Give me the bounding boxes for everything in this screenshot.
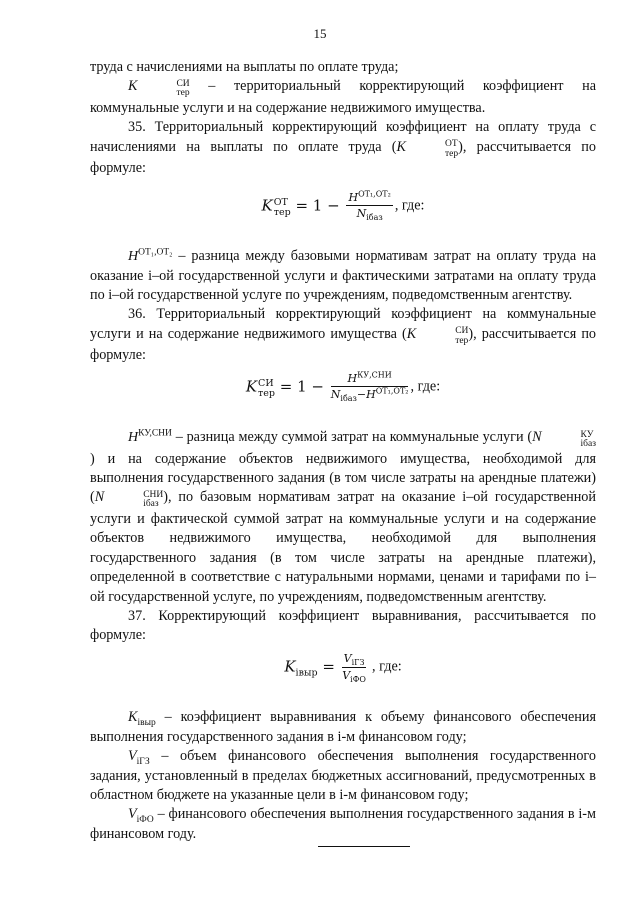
formula-denominator-sub: iФО — [350, 674, 366, 684]
page-number: 15 — [313, 26, 327, 41]
definition-text: – финансового обеспечения выполнения государственного задания в i-м финансовом году. — [90, 806, 596, 842]
formula-denominator-n: N — [356, 207, 367, 221]
formula-fraction — [342, 652, 367, 683]
paragraph-35 — [90, 118, 596, 178]
formula-k: K — [245, 376, 258, 395]
formula-eq: = — [317, 657, 340, 676]
paragraph-text: 35. Территориальный корректирующий коэффициент на оплату труда с начислениями на выплаты по оплате труда ( — [90, 119, 596, 155]
definition-text: – разница между базовыми нормативам затрат на оплату труда на оказание i–ой государственной услуги и фактическими затратами на оплату труда по i–ой государственной услуге по учреждениям, подведомственным агентству. — [90, 248, 596, 303]
symbol-h: H — [128, 430, 139, 446]
formula-numerator-v: V — [343, 651, 352, 665]
symbol-sub-ter: тер — [176, 88, 190, 99]
formula-fraction — [346, 188, 392, 223]
formula-fraction — [331, 372, 409, 403]
paragraph-text: 36. Территориальный корректирующий коэффициент на коммунальные услуги и на содержание недвижимого имущества ( — [90, 306, 596, 342]
symbol-v: V — [128, 748, 137, 765]
symbol-sup-ot12: ОТ₁,ОТ₂ — [138, 247, 173, 258]
paragraph-37: 37. Корректирующий коэффициент выравнивания, рассчитывается по формуле: — [90, 608, 596, 644]
symbol-sub-igz: iГЗ — [136, 756, 150, 767]
symbol-sup-sni: СНИ — [143, 489, 164, 500]
formula-denominator-sup: ОТ₁,ОТ₂ — [375, 386, 409, 396]
paragraph-text: ), рассчитывается по формуле: — [90, 325, 597, 364]
formula-denominator-sub: iбаз — [340, 394, 357, 404]
paragraph-36 — [90, 305, 596, 365]
definition-text: – территориальный корректирующий коэффициент на коммунальные услуги и на содержание недвижимого имущества. — [90, 78, 596, 116]
symbol-n: N — [94, 489, 105, 506]
definition-v-ifo — [90, 805, 596, 844]
symbol-sup-ku: КУ — [580, 429, 594, 440]
formula-numerator-sub: iГЗ — [351, 658, 365, 667]
formula-tail: , где: — [410, 378, 441, 395]
formula-k: K — [284, 657, 296, 676]
definition-k-ivyr — [90, 708, 596, 747]
formula-denominator-n: N — [330, 388, 341, 402]
formula-sub: тер — [258, 387, 276, 399]
formula-denominator-sub: iбаз — [366, 213, 383, 223]
symbol-sub-ter: тер — [444, 148, 459, 159]
paragraph-continuation: труда с начислениями на выплаты по оплате труда; — [90, 59, 399, 75]
symbol-sub-ibaz: iбаз — [580, 439, 596, 450]
definition-k-si-ter — [90, 77, 596, 118]
formula-numerator-sup: ОТ₁,ОТ₂ — [358, 188, 391, 198]
symbol-k: K — [396, 138, 406, 155]
formula-denominator-h: H — [366, 388, 376, 402]
formula-tail: , где: — [368, 658, 402, 675]
formula-sup: ОТ — [273, 197, 288, 209]
definition-text: ), по базовым нормативам затрат на оказание i–ой государственной услуги и фактической суммой затрат на коммунальные услуги и на содержание объектов недвижимого имущества, необходимой для выполнения государственного задания (в том числе затраты на арендные платежи), определенной в соответствие с натуральными нормами, ценами и тарифами по i–ой государственной услуге, по учреждениям, подведомственным агентству. — [90, 489, 596, 605]
symbol-h: H — [128, 249, 139, 265]
definition-text: ) и на содержание объектов недвижимого имущества, необходимой для выполнения государственного задания (в том числе затраты на арендные платежи) ( — [90, 450, 596, 506]
symbol-sup-si: СИ — [455, 326, 469, 337]
definition-text: – коэффициент выравнивания к объему финансового обеспечения выполнения государственного задания в i-м финансовом году; — [90, 709, 596, 745]
symbol-k: K — [128, 709, 138, 726]
definition-text: – объем финансового обеспечения выполнения государственного задания, установленный в пределах бюджетных ассигнований, предусмотренных в областном бюджете на указанные цели в i-м финансовом году; — [90, 748, 596, 803]
formula-sub: iвыр — [295, 667, 318, 679]
symbol-sub-ifo: iФО — [136, 815, 154, 826]
paragraph-text: ), рассчитывается по формуле: — [90, 138, 596, 177]
symbol-k: K — [128, 78, 138, 95]
formula-sub: тер — [273, 206, 291, 218]
formula-k-ivyr — [90, 652, 596, 683]
symbol-sup-si: СИ — [176, 78, 190, 89]
symbol-v: V — [128, 806, 137, 823]
formula-eq: = 1 − — [275, 376, 329, 395]
symbol-sub-ibaz: iбаз — [143, 499, 159, 510]
symbol-sup-ot: ОТ — [444, 139, 458, 150]
footer-rule — [318, 846, 410, 847]
formula-k-si-ter — [90, 372, 596, 403]
formula-denominator-minus: − — [356, 388, 367, 402]
formula-numerator-sup: КУ,СНИ — [357, 370, 392, 379]
definition-text: – разница между суммой затрат на коммунальные услуги ( — [171, 429, 533, 446]
definition-h-ku-sni — [90, 428, 596, 607]
symbol-sup-ku-sni: КУ,СНИ — [138, 428, 172, 439]
document-body — [90, 58, 596, 844]
formula-eq: = 1 − — [290, 195, 345, 214]
formula-k: K — [261, 195, 273, 214]
formula-k-ot-ter — [90, 188, 596, 223]
formula-numerator-h: H — [348, 190, 359, 204]
definition-v-igz — [90, 747, 596, 805]
formula-sup: СИ — [258, 378, 274, 390]
formula-numerator-h: H — [347, 371, 358, 385]
definition-h-ot — [90, 247, 596, 305]
symbol-k: K — [406, 325, 417, 342]
symbol-sub-ter: тер — [455, 335, 469, 346]
symbol-n: N — [532, 429, 542, 446]
formula-tail: , где: — [394, 197, 425, 214]
formula-denominator-v: V — [342, 668, 351, 682]
symbol-sub-ivyr: iвыр — [137, 718, 156, 729]
